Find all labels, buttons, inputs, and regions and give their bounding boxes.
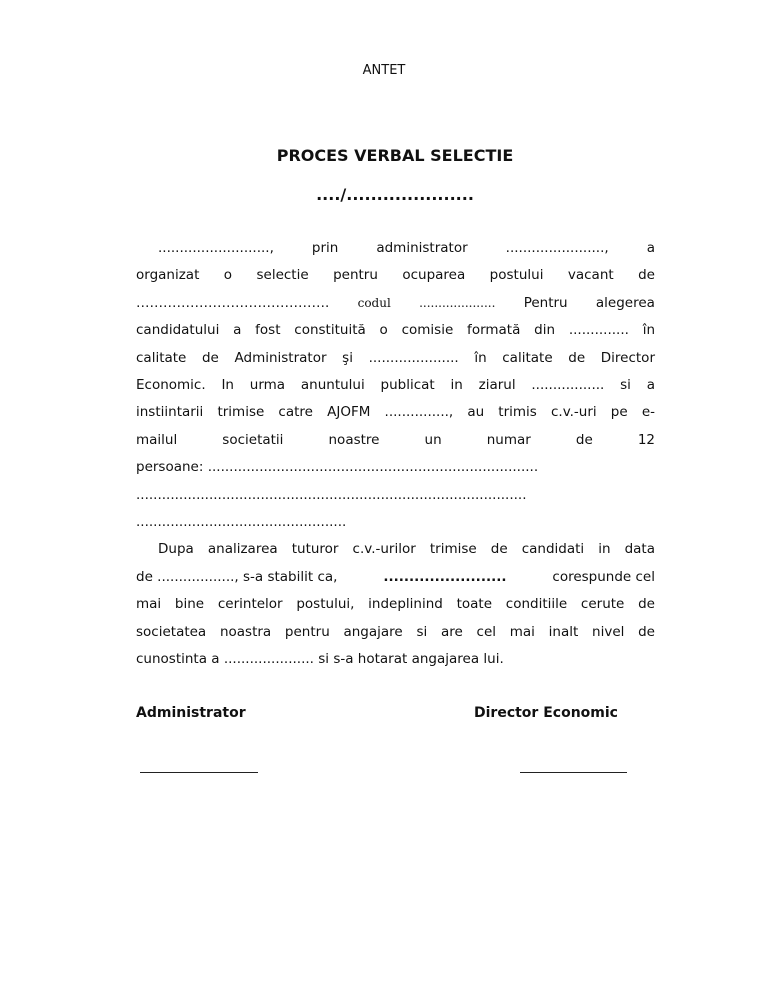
administrator-blank: ......................., [505, 240, 609, 256]
text-fragment: a [646, 240, 655, 256]
text-fragment: corespunde cel [552, 568, 655, 585]
signature-line-administrator [140, 772, 258, 773]
paragraph2-line1: Dupa analizarea tuturor c.v.-urilor trimise de candidati in data [158, 541, 655, 558]
text-fragment: alegerea [595, 294, 655, 311]
paragraph2-line2 [136, 564, 655, 591]
paragraph1-line1 [136, 235, 655, 262]
paragraph1-line9: persoane: ............................................................................. [136, 459, 539, 476]
position-blank: ……………………………………. [136, 294, 330, 311]
signature-line-director [520, 772, 627, 773]
document-title: PROCES VERBAL SELECTIE [276, 146, 514, 165]
paragraph1-line10: ........................................................................................... [136, 486, 527, 503]
candidate-blank: ........................ [383, 568, 507, 585]
text-fragment: codul [357, 295, 391, 310]
text-fragment: administrator [376, 240, 468, 256]
paragraph2-line3: mai bine cerintelor postului, indeplinind toate conditiile cerute de [136, 596, 655, 613]
company-blank: .........................., [158, 240, 274, 256]
signature-label-administrator: Administrator [136, 705, 246, 721]
paragraph2-line4: societatea noastra pentru angajare si are cel mai inalt nivel de [136, 623, 655, 640]
document-number: ..../..................... [316, 185, 474, 204]
paragraph1-line7: instiintarii trimise catre AJOFM ..............., au trimis c.v.-uri pe e- [136, 404, 655, 421]
text-fragment: de .................., s-a stabilit ca, [136, 568, 338, 585]
paragraph1-line4: candidatului a fost constituită o comisie formată din .............. în [136, 322, 655, 339]
letterhead-placeholder: ANTET [362, 63, 406, 78]
paragraph1-line6: Economic. In urma anuntului publicat in ziarul ................. si a [136, 377, 655, 394]
paragraph1-line2: organizat o selectie pentru ocuparea postului vacant de [136, 267, 655, 284]
text-fragment: Pentru [523, 294, 568, 311]
paragraph1-line11: ................................................. [136, 514, 347, 531]
paragraph1-line8: mailul societatii noastre un numar de 12 [136, 431, 655, 448]
document-body [136, 235, 655, 674]
signature-label-director: Director Economic [474, 705, 618, 721]
paragraph1-line3 [136, 290, 655, 317]
code-blank: .................... [419, 295, 496, 310]
text-fragment: prin [311, 240, 339, 256]
paragraph2-line5: cunostinta a ..................... si s-a hotarat angajarea lui. [136, 651, 504, 668]
paragraph1-line5: calitate de Administrator şi ..................... în calitate de Director [136, 349, 655, 366]
